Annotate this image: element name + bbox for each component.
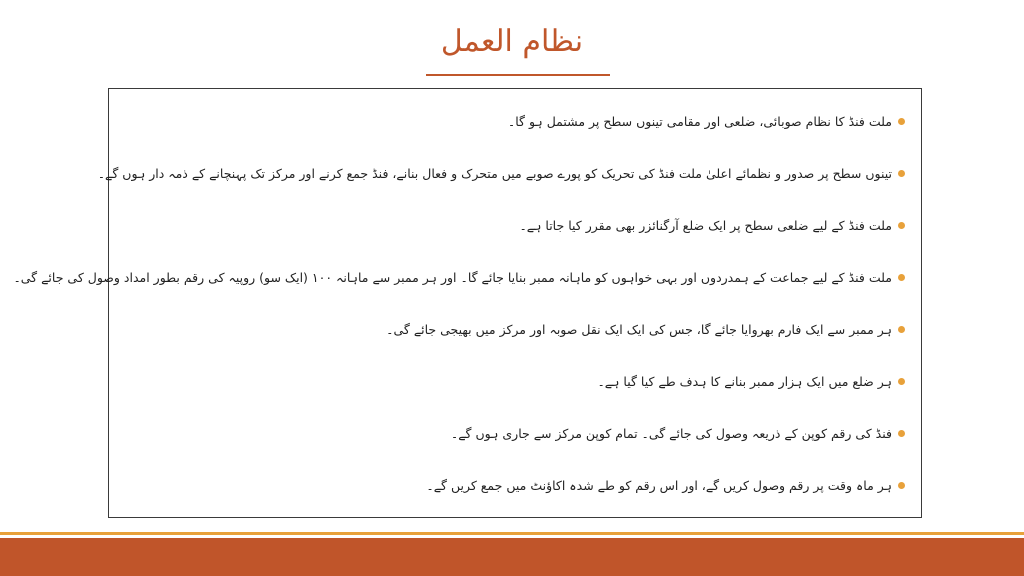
bullet-item-6 (125, 355, 905, 407)
bullet-dot-icon (898, 118, 905, 125)
slide-title: نظام العمل (440, 24, 584, 59)
bullet-item-8 (125, 459, 905, 511)
bullet-text: ملت فنڈ کے لیے ضلعی سطح پر ایک ضلع آرگنائزر بھی مقرر کیا جاتا ہے۔ (519, 217, 892, 233)
bullet-item-2 (97, 147, 905, 199)
bullet-text: ہر ماہ وقت پر رقم وصول کریں گے، اور اس رقم کو طے شدہ اکاؤنٹ میں جمع کریں گے۔ (426, 477, 892, 493)
bullet-dot-icon (898, 430, 905, 437)
title-underline (426, 74, 610, 76)
bullet-text: فنڈ کی رقم کوپن کے ذریعہ وصول کی جائے گی۔ تمام کوپن مرکز سے جاری ہوں گے۔ (450, 425, 892, 441)
bullet-dot-icon (898, 222, 905, 229)
bullet-text: ہر ضلع میں ایک ہزار ممبر بنانے کا ہدف طے کیا گیا ہے۔ (597, 373, 892, 389)
bullet-text: ملت فنڈ کا نظام صوبائی، ضلعی اور مقامی تینوں سطح پر مشتمل ہو گا۔ (507, 113, 892, 129)
bullet-item-4 (13, 251, 905, 303)
bullet-text: تینوں سطح پر صدور و نظمائے اعلیٰ ملت فنڈ کی تحریک کو پورے صوبے میں متحرک و فعال بنانے، فنڈ جمع کرنے اور مرکز تک پہنچانے کے ذمہ دار ہوں گے۔ (97, 165, 892, 181)
bullet-item-1 (125, 95, 905, 147)
bullet-item-5 (125, 303, 905, 355)
footer-accent-line (0, 532, 1024, 535)
bullet-text: ملت فنڈ کے لیے جماعت کے ہمدردوں اور بہی خواہوں کو ماہانہ ممبر بنایا جائے گا۔ اور ہر ممبر سے ماہانہ ۱۰۰ (ایک سو) روپیہ کی رقم بطور امداد وصول کی جائے گی۔ (13, 269, 892, 285)
content-box (13, 88, 922, 518)
bullet-dot-icon (898, 170, 905, 177)
footer-band (0, 538, 1024, 576)
bullet-dot-icon (898, 378, 905, 385)
bullet-list (13, 95, 905, 511)
bullet-item-3 (125, 199, 905, 251)
bullet-dot-icon (898, 274, 905, 281)
bullet-text: ہر ممبر سے ایک فارم بھروایا جائے گا، جس کی ایک ایک نقل صوبہ اور مرکز میں بھیجی جائے گی۔ (386, 321, 892, 337)
bullet-dot-icon (898, 326, 905, 333)
bullet-item-7 (125, 407, 905, 459)
bullet-dot-icon (898, 482, 905, 489)
